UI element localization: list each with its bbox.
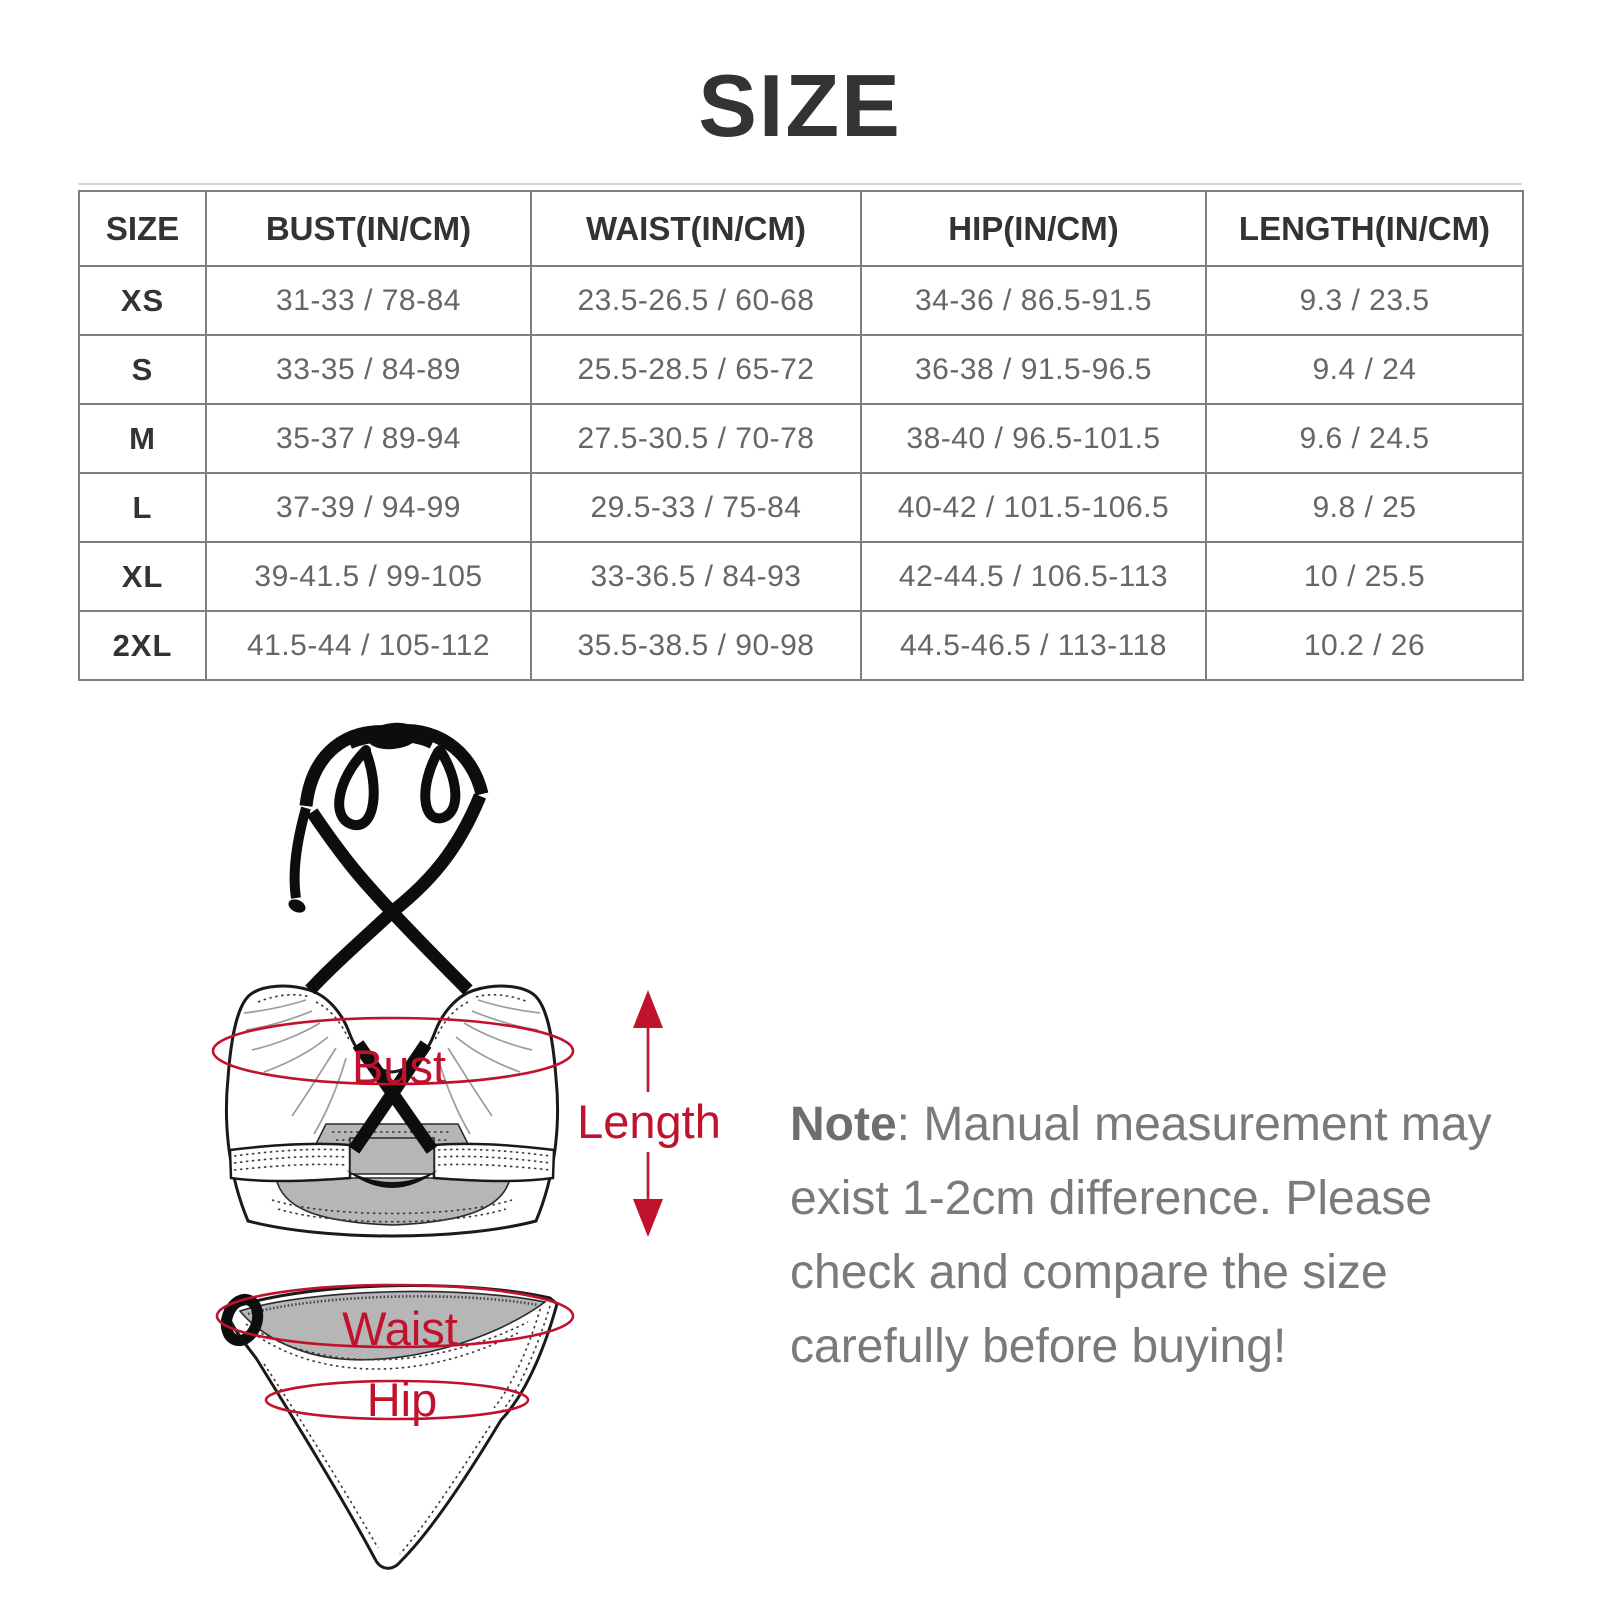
note-label: Note: [790, 1098, 897, 1151]
cell-size: XS: [79, 266, 206, 335]
cell-bust: 31-33 / 78-84: [206, 266, 531, 335]
cell-hip: 44.5-46.5 / 113-118: [861, 611, 1206, 680]
cell-hip: 36-38 / 91.5-96.5: [861, 335, 1206, 404]
table-row: [79, 542, 1523, 611]
table-row: [79, 611, 1523, 680]
waist-label: Waist: [342, 1302, 458, 1355]
length-arrow: [577, 990, 721, 1237]
header-length: LENGTH(IN/CM): [1206, 191, 1523, 266]
size-table: [78, 190, 1524, 681]
hip-label: Hip: [366, 1373, 438, 1426]
cell-size: M: [79, 404, 206, 473]
cell-waist: 35.5-38.5 / 90-98: [531, 611, 861, 680]
cell-waist: 33-36.5 / 84-93: [531, 542, 861, 611]
cell-length: 10 / 25.5: [1206, 542, 1523, 611]
length-label: Length: [577, 1095, 721, 1148]
cell-size: S: [79, 335, 206, 404]
cell-length: 9.3 / 23.5: [1206, 266, 1523, 335]
cell-bust: 39-41.5 / 99-105: [206, 542, 531, 611]
cell-hip: 38-40 / 96.5-101.5: [861, 404, 1206, 473]
cell-waist: 23.5-26.5 / 60-68: [531, 266, 861, 335]
bust-label: Bust: [351, 1040, 447, 1093]
cell-hip: 40-42 / 101.5-106.5: [861, 473, 1206, 542]
table-row: [79, 266, 1523, 335]
header-size: SIZE: [79, 191, 206, 266]
bikini-bottom-drawing: [217, 1285, 573, 1568]
measurement-diagram: [160, 700, 780, 1600]
cell-size: XL: [79, 542, 206, 611]
arrow-up-head: [633, 990, 663, 1028]
table-row: [79, 473, 1523, 542]
header-waist: WAIST(IN/CM): [531, 191, 861, 266]
header-hip: HIP(IN/CM): [861, 191, 1206, 266]
cell-length: 9.6 / 24.5: [1206, 404, 1523, 473]
arrow-down-head: [633, 1199, 663, 1237]
note-body: : Manual measurement may exist 1-2cm difference. Please check and compare the size carefully before buying!: [790, 1098, 1492, 1373]
cell-length: 10.2 / 26: [1206, 611, 1523, 680]
cell-bust: 41.5-44 / 105-112: [206, 611, 531, 680]
table-header-row: [79, 191, 1523, 266]
table-top-divider: [78, 183, 1522, 185]
cell-bust: 33-35 / 84-89: [206, 335, 531, 404]
cell-bust: 35-37 / 89-94: [206, 404, 531, 473]
note-text: [790, 1088, 1502, 1384]
cell-waist: 29.5-33 / 75-84: [531, 473, 861, 542]
cell-bust: 37-39 / 94-99: [206, 473, 531, 542]
cell-size: L: [79, 473, 206, 542]
cell-hip: 34-36 / 86.5-91.5: [861, 266, 1206, 335]
cell-waist: 27.5-30.5 / 70-78: [531, 404, 861, 473]
cell-waist: 25.5-28.5 / 65-72: [531, 335, 861, 404]
cell-length: 9.8 / 25: [1206, 473, 1523, 542]
cell-length: 9.4 / 24: [1206, 335, 1523, 404]
page-title: SIZE: [698, 56, 902, 155]
cell-size: 2XL: [79, 611, 206, 680]
table-row: [79, 404, 1523, 473]
bikini-top-drawing: [226, 720, 557, 1236]
table-row: [79, 335, 1523, 404]
header-bust: BUST(IN/CM): [206, 191, 531, 266]
cell-hip: 42-44.5 / 106.5-113: [861, 542, 1206, 611]
